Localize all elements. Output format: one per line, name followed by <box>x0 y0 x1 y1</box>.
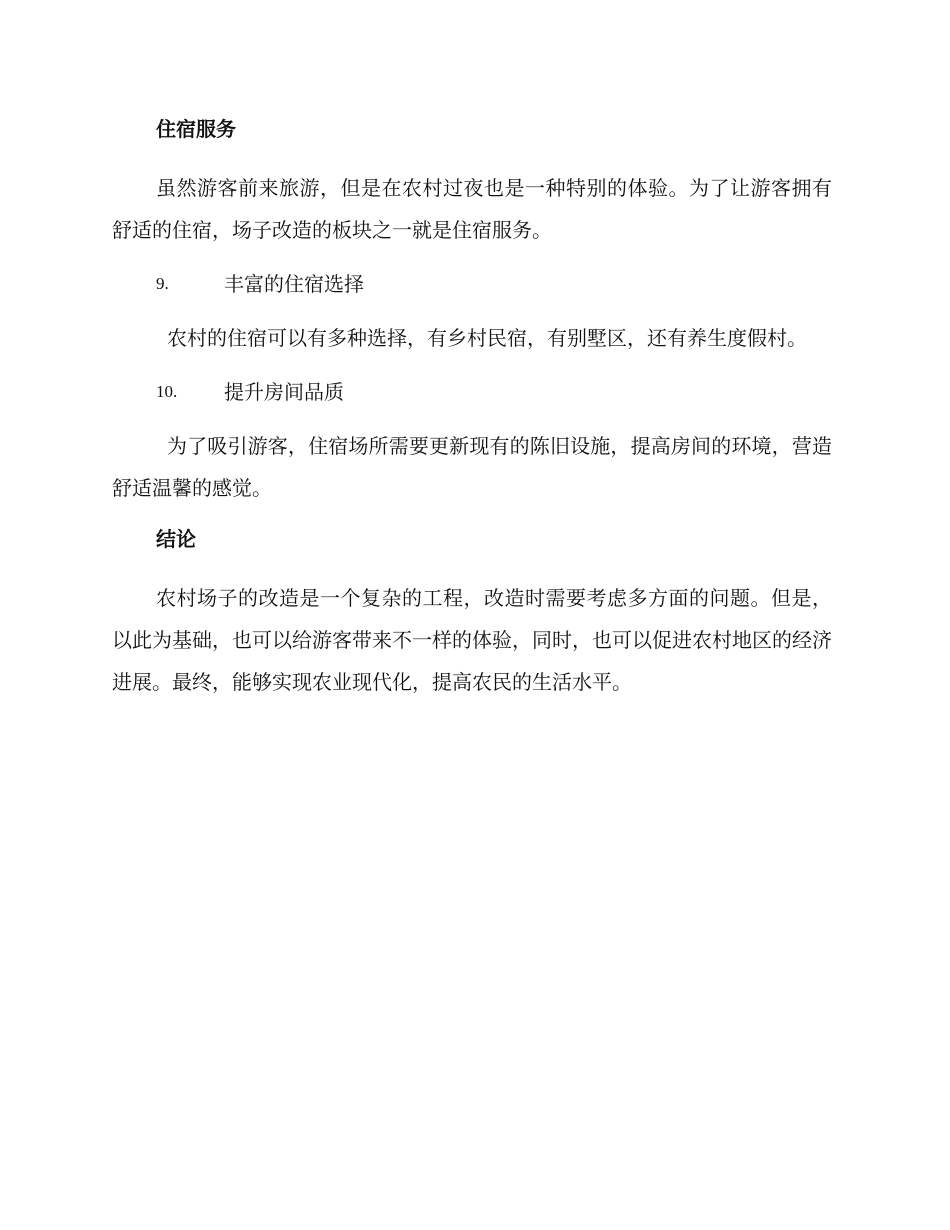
section-heading-conclusion: 结论 <box>156 527 196 551</box>
document-body <box>112 111 832 715</box>
list-item-9 <box>112 263 832 305</box>
list-item-title: 丰富的住宿选择 <box>224 272 364 296</box>
paragraph-item10-body: 为了吸引游客，住宿场所需要更新现有的陈旧设施，提高房间的环境，营造舒适温馨的感觉。 <box>112 434 832 500</box>
list-number: 9. <box>156 274 169 293</box>
list-item-title: 提升房间品质 <box>224 380 344 404</box>
paragraph-lodging-intro: 虽然游客前来旅游，但是在农村过夜也是一种特别的体验。为了让游客拥有舒适的住宿，场子改造的板块之一就是住宿服务。 <box>112 176 832 242</box>
list-item-10 <box>112 371 832 413</box>
list-number: 10. <box>156 382 178 401</box>
section-heading-lodging: 住宿服务 <box>156 117 236 141</box>
paragraph-conclusion: 农村场子的改造是一个复杂的工程，改造时需要考虑多方面的问题。但是，以此为基础，也可以给游客带来不一样的体验，同时，也可以促进农村地区的经济进展。最终，能够实现农业现代化，提高农民的生活水平。 <box>112 586 832 694</box>
paragraph-item9-body: 农村的住宿可以有多种选择，有乡村民宿，有别墅区，还有养生度假村。 <box>167 326 807 350</box>
